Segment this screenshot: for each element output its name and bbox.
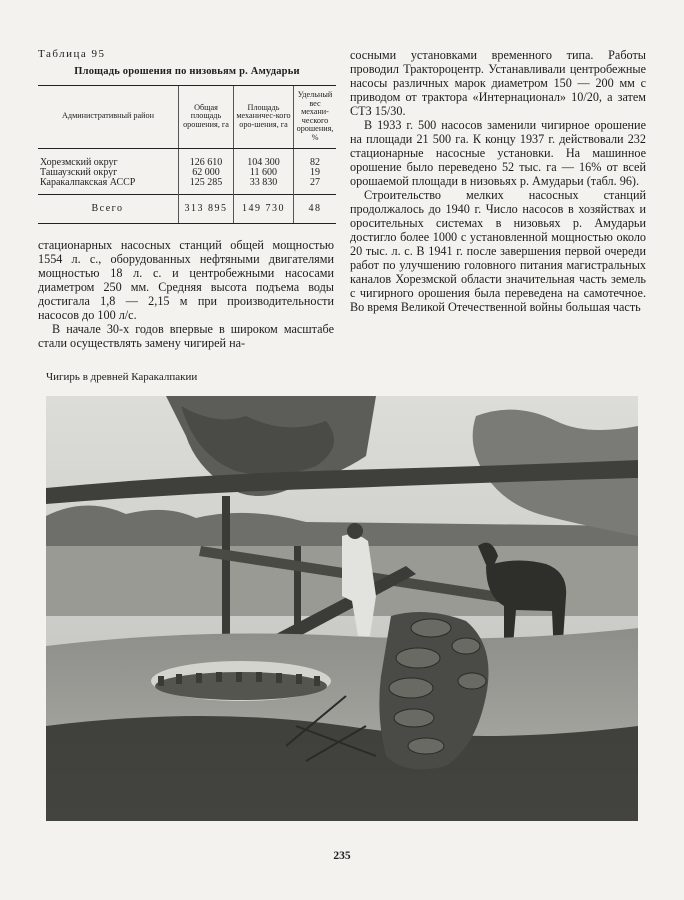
cell-district: Каракалпакская АССР (40, 176, 136, 188)
photo-caption: Чигирь в древней Каракалпакии (46, 371, 198, 383)
cell-mech-share: 19 (294, 168, 337, 178)
cell-total-mech-area: 149 730 (234, 194, 294, 223)
cell-mech-area: 104 300 (234, 148, 294, 168)
header-mech-share: Удельный вес механи-ческого орошения, % (294, 86, 337, 149)
cell-district: Хорезмский округ (40, 156, 118, 168)
paragraph: Строительство мелких насосных станций продолжалось до 1940 г. Число насосов в хозяйствах и оросительных системах в низовьях р. Амударьи достигло более 1000 с установленной мощностью около 20 тыс. л. с. В 1941 г. после завершения первой очереди работ по улучшению головного питания магистральных каналов Хорезмской области значительная часть земель с чигирного орошения была переведена на самотечное. Во время Великой Отечественной войны большая часть (350, 188, 646, 314)
left-column-text (38, 238, 334, 350)
cell-district: Ташаузский округ (40, 166, 118, 178)
page-number: 235 (333, 850, 351, 862)
right-column-text (350, 48, 646, 314)
cell-mech-share: 82 (294, 148, 337, 168)
chigir-photograph (46, 396, 638, 821)
cell-total-mech-share: 48 (294, 194, 337, 223)
cell-total-label: Всего (38, 194, 179, 223)
paragraph: сосными установками временного типа. Работы проводил Трактороцентр. Устанавливали центробежные насосы различных марок диаметром 150 — 200 мм с приводом от трактора «Интернационал» 10/20, а затем СТЗ 15/30. (350, 48, 646, 118)
cell-mech-area: 11 600 (234, 168, 294, 178)
header-mech-area: Площадь механичес-кого оро-шения, га (234, 86, 294, 149)
photo-illustration (46, 396, 638, 821)
table-header-row (38, 86, 336, 149)
cell-mech-area: 33 830 (234, 178, 294, 195)
table-title: Площадь орошения по низовьям р. Амударьи (74, 66, 300, 77)
cell-total-area: 313 895 (179, 194, 234, 223)
cell-mech-share: 27 (294, 178, 337, 195)
cell-total-area: 62 000 (179, 168, 234, 178)
header-district: Административный район (38, 86, 179, 149)
paragraph: стационарных насосных станций общей мощностью 1554 л. с., оборудованных нефтяными двигателями мощностью 18 л. с. и центробежными насосами диаметром 250 мм. Средняя высота подъема воды достигала 1,8 — 2,15 м при производительности насосов до 100 л/с. (38, 238, 334, 322)
irrigation-table (38, 85, 336, 224)
cell-total-area: 125 285 (179, 178, 234, 195)
table-block (38, 48, 336, 224)
header-total-area: Общая площадь орошения, га (179, 86, 234, 149)
paragraph: В начале 30-х годов впервые в широком масштабе стали осуществлять замену чигирей на- (38, 322, 334, 350)
table-row (38, 148, 336, 168)
table-label: Таблица 95 (38, 48, 106, 60)
paragraph: В 1933 г. 500 насосов заменили чигирное орошение на площади 21 500 га. К концу 1937 г. действовали 232 стационарные насосные установки. На машинное орошение было переведено 52 тыс. га — 16% от всей орошаемой площади в низовьях р. Амударьи (табл. 96). (350, 118, 646, 188)
table-total-row (38, 194, 336, 223)
table-row (38, 178, 336, 195)
cell-total-area: 126 610 (179, 148, 234, 168)
